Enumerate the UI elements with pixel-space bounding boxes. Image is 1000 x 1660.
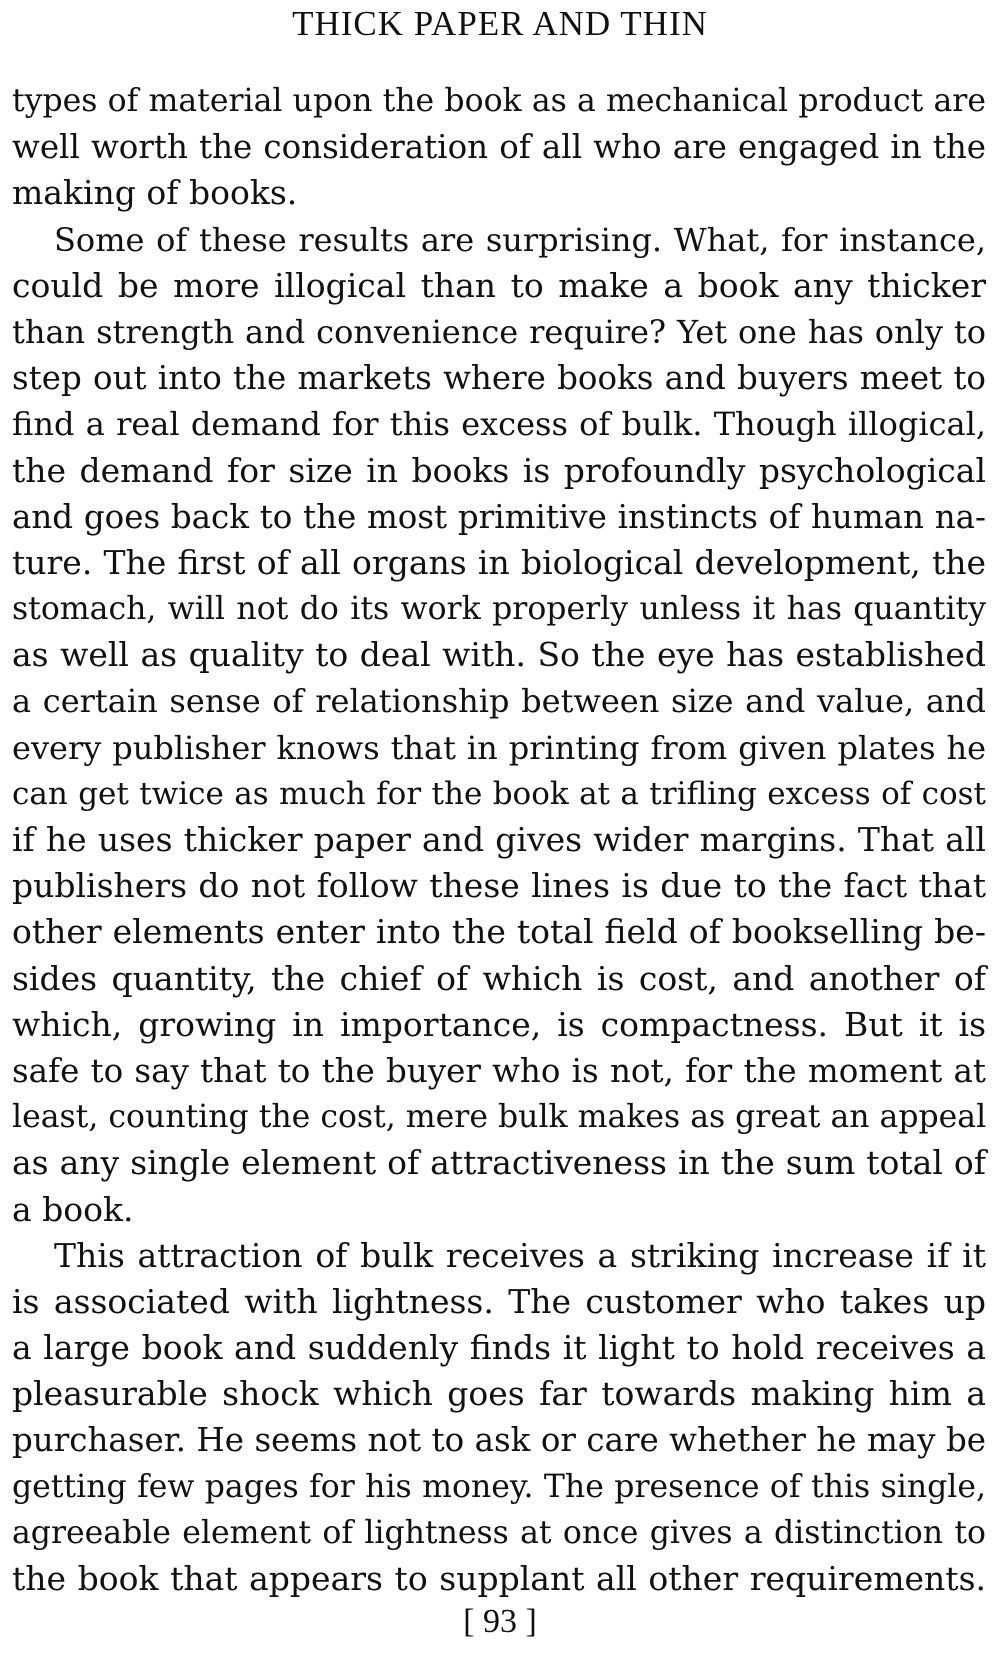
text-line: safe to say that to the buyer who is not, for the moment at — [12, 1051, 986, 1090]
text-line: sides quantity, the chief of which is cost, and another of — [12, 958, 986, 998]
text-line: than strength and convenience require? Yet one has only to — [12, 312, 986, 351]
text-line: types of material upon the book as a mechanical product are — [12, 83, 986, 119]
text-line: every publisher knows that in printing from given plates he — [12, 728, 986, 767]
body-text — [12, 78, 986, 1602]
text-line: stomach, will not do its work properly unless it has quantity — [12, 591, 986, 628]
text-line: well worth the consideration of all who are engaged in the — [12, 128, 986, 167]
text-line: and goes back to the most primitive instincts of human na- — [12, 497, 986, 536]
text-line: could be more illogical than to make a book any thicker — [12, 265, 986, 305]
text-line: which, growing in importance, is compactness. But it is — [12, 1004, 986, 1044]
text-line: ture. The first of all organs in biological development, the — [12, 542, 986, 582]
text-line: is associated with lightness. The customer who takes up — [12, 1281, 986, 1321]
paragraph-2 — [12, 217, 986, 1233]
text-line: purchaser. He seems not to ask or care whether he may be — [12, 1421, 986, 1460]
text-line: the demand for size in books is profoundly psychological — [12, 450, 986, 490]
text-line: Some of these results are surprising. What, for instance, — [54, 220, 986, 259]
text-line: other elements enter into the total field of bookselling be- — [12, 912, 986, 952]
text-line: least, counting the cost, mere bulk makes as great an appeal — [12, 1099, 987, 1136]
paragraph-3 — [12, 1233, 986, 1603]
text-line: pleasurable shock which goes far towards making him a — [12, 1374, 986, 1414]
text-line: can get twice as much for the book at a trifling excess of cost — [12, 775, 986, 812]
page-number: [ 93 ] — [463, 1603, 537, 1640]
paragraph-1 — [12, 78, 986, 217]
text-line: getting few pages for his money. The presence of this single, — [12, 1468, 986, 1505]
text-line: as well as quality to deal with. So the eye has established — [12, 635, 986, 675]
text-line: if he uses thicker paper and gives wider margins. That all — [12, 820, 986, 859]
text-line: a large book and suddenly finds it light to hold receives a — [12, 1328, 986, 1368]
text-line: making of books. — [12, 173, 298, 213]
text-line: a certain sense of relationship between size and value, and — [12, 682, 986, 721]
text-line: a book. — [12, 1189, 134, 1229]
text-line: agreeable element of lightness at once gives a distinction to — [12, 1514, 986, 1551]
text-line: This attraction of bulk receives a striking increase if it — [54, 1235, 986, 1275]
text-line: find a real demand for this excess of bulk. Though illogical, — [12, 405, 986, 444]
text-line: publishers do not follow these lines is due to the fact that — [12, 866, 986, 906]
text-line: step out into the markets where books and buyers meet to — [12, 359, 986, 398]
running-head: THICK PAPER AND THIN — [292, 4, 708, 43]
text-line: as any single element of attractiveness in the sum total of — [12, 1143, 986, 1183]
text-line: the book that appears to supplant all other requirements. — [12, 1559, 986, 1598]
